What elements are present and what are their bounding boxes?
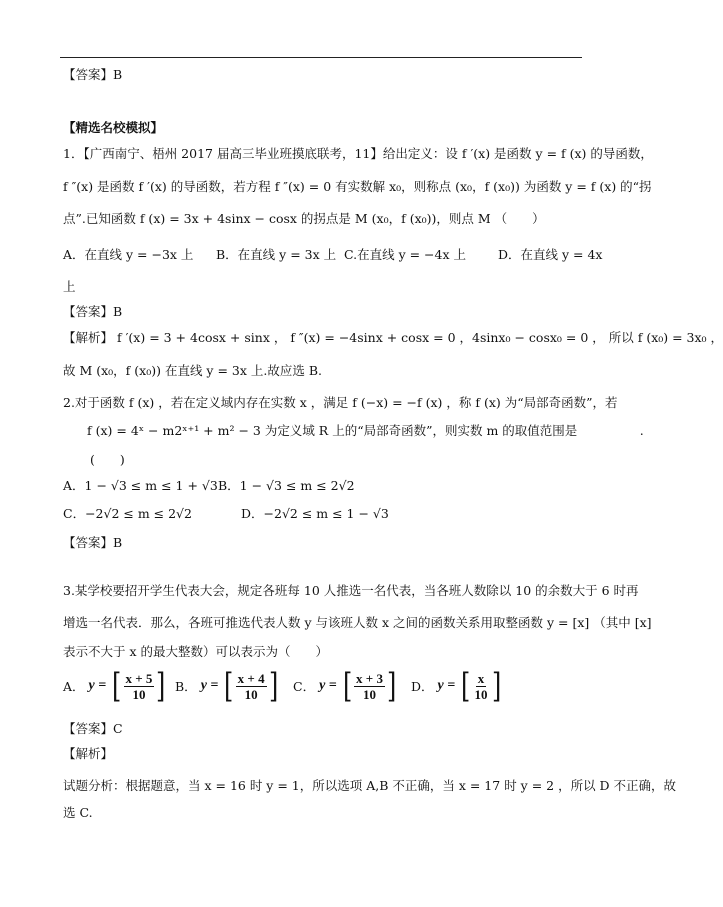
q1-option-b: B．在直线 y = 3x 上 [216, 247, 337, 262]
q3-option-a [63, 666, 168, 706]
q2-blank: ( ) [90, 452, 125, 467]
right-bracket-icon: ] [491, 666, 501, 706]
q1-analysis-2: 故 M (x₀，f (x₀)) 在直线 y = 3x 上.故应选 B. [63, 363, 322, 378]
option-lhs: y = [200, 678, 219, 693]
q3-line-3: 表示不大于 x 的最大整数）可以表示为（ ） [63, 644, 328, 659]
q1-line-2: f ″(x) 是函数 f ′(x) 的导函数，若方程 f ″(x) = 0 有实数解 x₀，则称点 (x₀，f (x₀)) 为函数 y = f (x) 的“拐 [63, 179, 652, 194]
section-title: 【精选名校模拟】 [63, 120, 164, 135]
q3-option-c [293, 666, 398, 706]
left-bracket-icon: [ [342, 666, 353, 706]
q1-analysis-1: 【解析】 f ′(x) = 3 + 4cosx + sinx ， f ″(x) = −4sinx + cosx = 0 ，4sinx₀ − cosx₀ = 0 ， 所以 f (x₀) = 3x₀ ， [63, 330, 723, 345]
q2-line-1: 2.对于函数 f (x) ，若在定义域内存在实数 x ，满足 f (−x) = −f (x) ，称 f (x) 为“局部奇函数”，若 [63, 395, 618, 410]
header-rule [60, 57, 582, 58]
q2-answer: 【答案】B [63, 535, 123, 550]
fraction-numerator: x + 4 [237, 670, 265, 686]
option-letter: C． [293, 679, 316, 694]
q3-analysis-1: 试题分析：根据题意，当 x = 16 时 y = 1，所以选项 A,B 不正确，当 x = 17 时 y = 2 ，所以 D 不正确，故 [63, 778, 677, 793]
fraction-denominator: 10 [363, 686, 376, 702]
left-bracket-icon: [ [461, 666, 471, 706]
fraction-numerator: x + 5 [125, 670, 153, 686]
fraction-denominator: 10 [474, 686, 488, 702]
q2-option-d: D．−2√2 ≤ m ≤ 1 − √3 [241, 506, 389, 521]
q3-analysis-title: 【解析】 [63, 746, 114, 761]
q2-option-b: B．1 − √3 ≤ m ≤ 2√2 [218, 478, 355, 493]
q1-option-d: D．在直线 y = 4x [498, 247, 603, 262]
q3-analysis-2: 选 C. [63, 805, 93, 820]
floor-fraction [341, 666, 398, 706]
option-letter: B． [175, 679, 197, 694]
left-bracket-icon: [ [224, 666, 234, 706]
option-letter: D． [411, 679, 434, 694]
right-bracket-icon: ] [156, 666, 166, 706]
q2-option-a: A．1 − √3 ≤ m ≤ 1 + √3 [63, 478, 218, 493]
option-letter: A． [63, 679, 85, 694]
option-lhs: y = [319, 678, 337, 693]
q2-option-c: C．−2√2 ≤ m ≤ 2√2 [63, 506, 192, 521]
q1-line-3: 点”.已知函数 f (x) = 3x + 4sinx − cosx 的拐点是 M (x₀，f (x₀))，则点 M （ ） [63, 211, 545, 226]
left-bracket-icon: [ [112, 666, 122, 706]
q3-option-b [175, 666, 280, 706]
q2-line-2: f (x) = 4ˣ − m2ˣ⁺¹ + m² − 3 为定义域 R 上的“局部奇函数”，则实数 m 的取值范围是 . [87, 423, 644, 438]
fraction-denominator: 10 [244, 686, 258, 702]
q1-option-d-cont: 上 [63, 279, 76, 294]
fraction-numerator: x + 3 [356, 670, 383, 686]
option-lhs: y = [437, 678, 456, 693]
right-bracket-icon: ] [386, 666, 397, 706]
q3-line-1: 3.某学校要招开学生代表大会，规定各班每 10 人推选一名代表，当各班人数除以 10 的余数大于 6 时再 [63, 583, 639, 598]
q3-line-2: 增选一名代表．那么，各班可推选代表人数 y 与该班人数 x 之间的函数关系用取整函数 y = [x] （其中 [x] [63, 615, 652, 630]
floor-fraction [222, 666, 279, 706]
floor-fraction [459, 666, 503, 706]
q3-option-d [411, 666, 503, 706]
answer-1-prev: 【答案】B [63, 67, 123, 82]
q1-answer: 【答案】B [63, 304, 123, 319]
q1-option-c: C.在直线 y = −4x 上 [344, 247, 466, 262]
fraction-denominator: 10 [132, 686, 146, 702]
option-lhs: y = [88, 678, 107, 693]
right-bracket-icon: ] [268, 666, 278, 706]
fraction-numerator: x [477, 670, 485, 686]
q1-line-1: 1．【广西南宁、梧州 2017 届高三毕业班摸底联考，11】给出定义：设 f ′(x) 是函数 y = f (x) 的导函数， [63, 146, 653, 161]
q3-answer: 【答案】C [63, 721, 123, 736]
floor-fraction [110, 666, 167, 706]
q1-option-a: A．在直线 y = −3x 上 [63, 247, 194, 262]
